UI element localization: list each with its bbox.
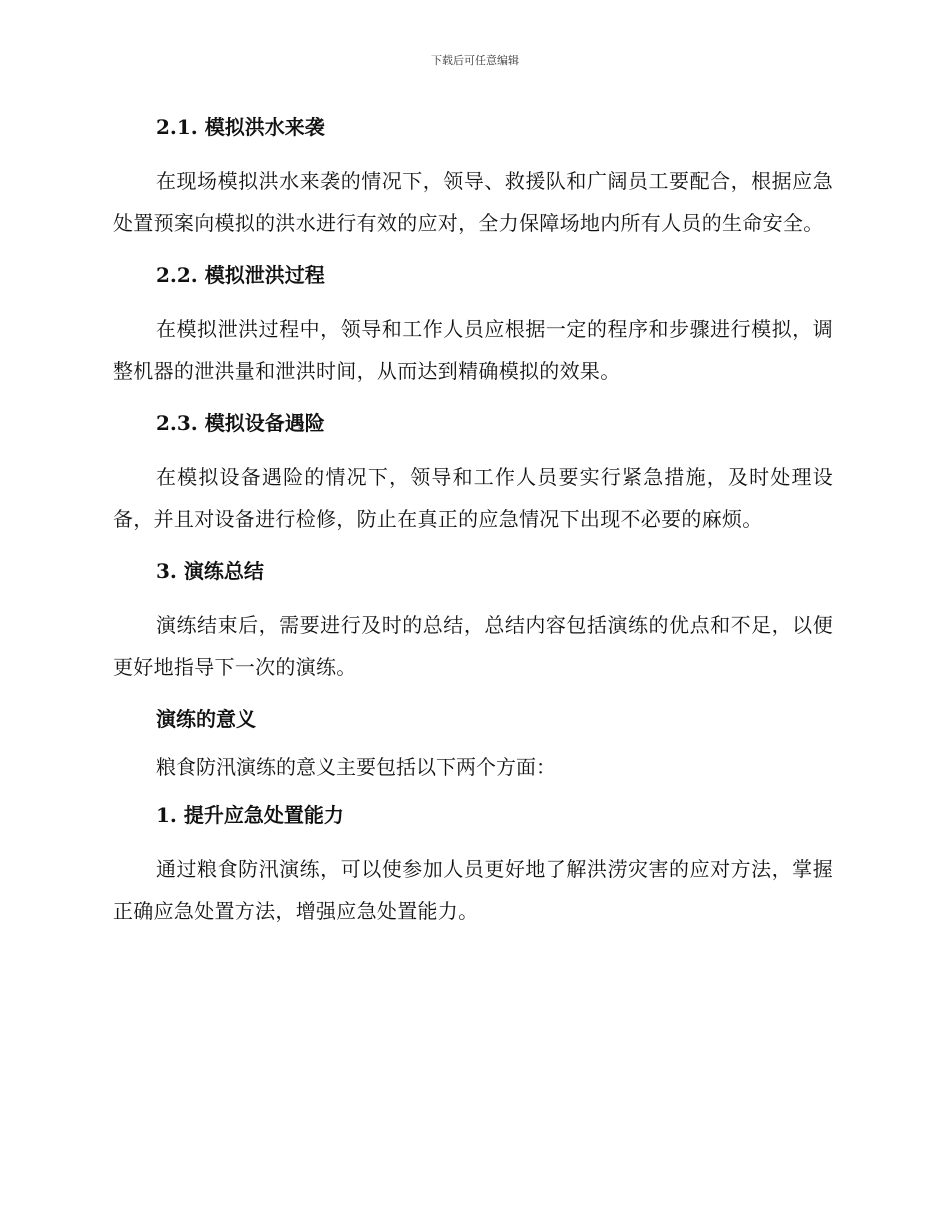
section-heading-2-1: 2.1. 模拟洪水来袭 bbox=[156, 115, 325, 139]
document-body bbox=[113, 112, 833, 948]
section-paragraph-2-1: 在现场模拟洪水来袭的情况下，领导、救援队和广阔员工要配合，根据应急处置预案向模拟的洪水进行有效的应对，全力保障场地内所有人员的生命安全。 bbox=[113, 169, 833, 235]
section-paragraph-significance-1: 通过粮食防汛演练，可以使参加人员更好地了解洪涝灾害的应对方法，掌握正确应急处置方法，增强应急处置能力。 bbox=[113, 857, 833, 923]
section-heading-significance-1: 1. 提升应急处置能力 bbox=[156, 803, 344, 827]
section-heading-2-2: 2.2. 模拟泄洪过程 bbox=[156, 263, 325, 287]
page-header: 下载后可任意编辑 bbox=[431, 54, 519, 67]
section-paragraph-3: 演练结束后，需要进行及时的总结，总结内容包括演练的优点和不足，以便更好地指导下一次的演练。 bbox=[113, 613, 833, 679]
section-paragraph-2-2: 在模拟泄洪过程中，领导和工作人员应根据一定的程序和步骤进行模拟，调整机器的泄洪量和泄洪时间，从而达到精确模拟的效果。 bbox=[113, 317, 833, 383]
section-heading-significance: 演练的意义 bbox=[156, 707, 256, 731]
significance-intro-line: 粮食防汛演练的意义主要包括以下两个方面： bbox=[156, 755, 556, 779]
section-heading-3: 3. 演练总结 bbox=[156, 559, 264, 583]
section-paragraph-2-3: 在模拟设备遇险的情况下，领导和工作人员要实行紧急措施，及时处理设备，并且对设备进行检修，防止在真正的应急情况下出现不必要的麻烦。 bbox=[113, 465, 833, 531]
section-heading-2-3: 2.3. 模拟设备遇险 bbox=[156, 411, 325, 435]
